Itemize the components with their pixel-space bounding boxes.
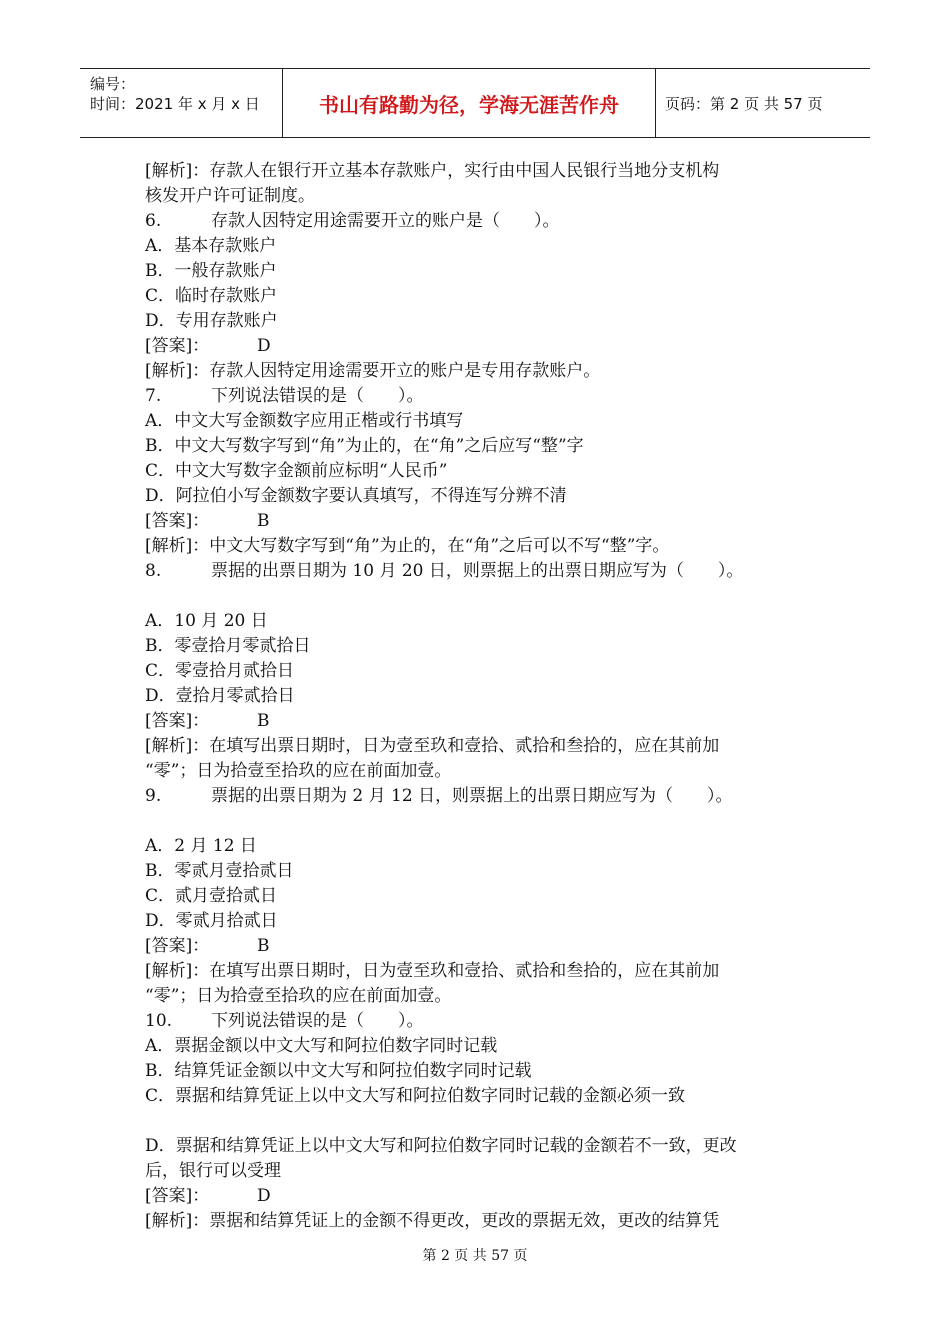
analysis-line: [解析]：在填写出票日期时，日为壹至玖和壹拾、贰拾和叁拾的，应在其前加 [145,736,720,756]
answer-line [145,1184,825,1209]
option: C．票据和结算凭证上以中文大写和阿拉伯数字同时记载的金额必须一致 [145,1086,686,1106]
analysis-line: “零”；日为拾壹至拾玖的应在前面加壹。 [145,986,452,1006]
question-text: 票据的出票日期为 10 月 20 日，则票据上的出票日期应写为（ ）。 [211,561,744,581]
question-text: 下列说法错误的是（ ）。 [211,1011,424,1031]
option: A．票据金额以中文大写和阿拉伯数字同时记载 [145,1036,498,1056]
answer-value: D [257,336,271,356]
option: C．中文大写数字金额前应标明“人民币” [145,461,448,481]
answer-line [145,334,825,359]
question-stem [145,784,825,809]
page-header [80,68,870,138]
analysis-line: [解析]：中文大写数字写到“角”为止的，在“角”之后可以不写“整”字。 [145,536,670,556]
answer-value: B [257,936,270,956]
code-label: 编号： [90,75,136,93]
question-number: 8. [145,561,162,581]
blank-line [145,809,825,834]
option: D．专用存款账户 [145,311,278,331]
option: A．中文大写金额数字应用正楷或行书填写 [145,411,464,431]
analysis-line: [解析]：票据和结算凭证上的金额不得更改，更改的票据无效，更改的结算凭 [145,1211,720,1231]
question-number: 9. [145,786,162,806]
option: C．零壹拾月贰拾日 [145,661,295,681]
option: B．零壹拾月零贰拾日 [145,636,311,656]
question-number: 6. [145,211,162,231]
question-text: 票据的出票日期为 2 月 12 日，则票据上的出票日期应写为（ ）。 [211,786,733,806]
question-number: 10. [145,1011,173,1031]
page-info: 页码：第 2 页 共 57 页 [665,94,823,113]
option: D．票据和结算凭证上以中文大写和阿拉伯数字同时记载的金额若不一致，更改 [145,1136,737,1156]
question-stem [145,1009,825,1034]
answer-value: B [257,711,270,731]
analysis-line: “零”；日为拾壹至拾玖的应在前面加壹。 [145,761,452,781]
question-stem [145,209,825,234]
date-label: 时间：2021 年 x 月 x 日 [90,95,260,113]
page-footer: 第 2 页 共 57 页 [422,1248,528,1264]
option: B．结算凭证金额以中文大写和阿拉伯数字同时记载 [145,1061,532,1081]
question-number: 7. [145,386,162,406]
option: 后，银行可以受理 [145,1161,281,1181]
option: D．零贰月拾贰日 [145,911,278,931]
option: D．阿拉伯小写金额数字要认真填写，不得连写分辨不清 [145,486,567,506]
option: A．10 月 20 日 [145,611,268,631]
option: C．贰月壹拾贰日 [145,886,278,906]
answer-label: [答案]： [145,336,210,356]
answer-label: [答案]： [145,936,210,956]
answer-line [145,709,825,734]
answer-label: [答案]： [145,711,210,731]
question-text: 存款人因特定用途需要开立的账户是（ ）。 [211,211,560,231]
option: A．基本存款账户 [145,236,277,256]
answer-line [145,934,825,959]
answer-value: D [257,1186,271,1206]
blank-line [145,1109,825,1134]
option: B．一般存款账户 [145,261,277,281]
option: B．零贰月壹拾贰日 [145,861,294,881]
question-stem [145,559,825,584]
analysis-line: [解析]：在填写出票日期时，日为壹至玖和壹拾、贰拾和叁拾的，应在其前加 [145,961,720,981]
option: D．壹拾月零贰拾日 [145,686,295,706]
option: B．中文大写数字写到“角”为止的，在“角”之后应写“整”字 [145,436,584,456]
answer-label: [答案]： [145,1186,210,1206]
question-stem [145,384,825,409]
header-meta [80,69,283,137]
analysis-line: [解析]：存款人在银行开立基本存款账户，实行由中国人民银行当地分支机构 [145,161,720,181]
answer-label: [答案]： [145,511,210,531]
question-text: 下列说法错误的是（ ）。 [211,386,424,406]
motto: 书山有路勤为径，学海无涯苦作舟 [283,69,656,137]
answer-line [145,509,825,534]
blank-line [145,584,825,609]
document-body [145,159,825,1234]
analysis-line: 核发开户许可证制度。 [145,186,315,206]
analysis-line: [解析]：存款人因特定用途需要开立的账户是专用存款账户。 [145,361,601,381]
option: C．临时存款账户 [145,286,278,306]
option: A．2 月 12 日 [145,836,257,856]
answer-value: B [257,511,270,531]
